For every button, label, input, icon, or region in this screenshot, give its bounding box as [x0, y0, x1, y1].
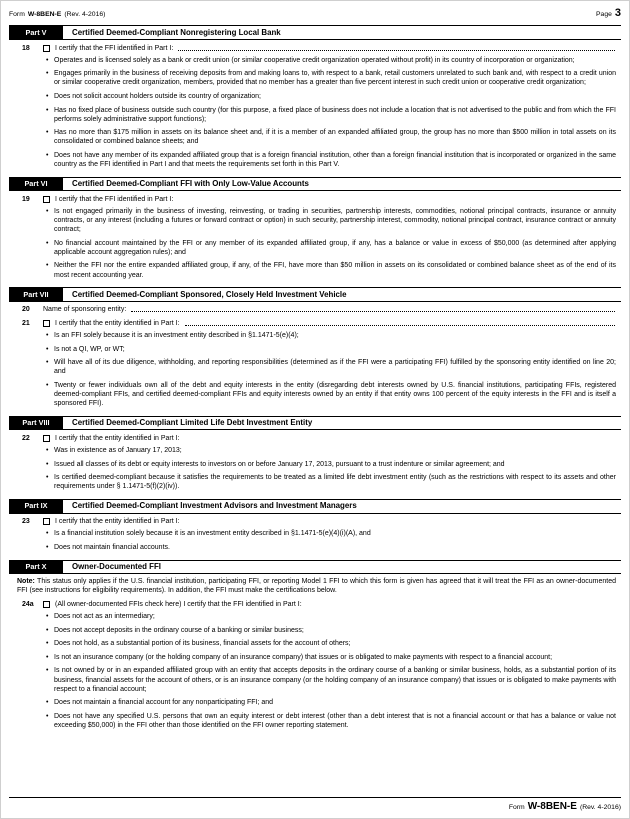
line-19-row — [9, 191, 621, 205]
part-ix-bullets — [9, 529, 621, 552]
line-24a-row — [9, 596, 621, 610]
bullet-item: • Is certified deemed-compliant because it satisfies the requirements to be treated as a limited life debt investment entity (such as the restrictions with respect to its assets and other requirements under § 1.1471-5(f)(2)(iv)). — [46, 473, 616, 491]
line-21-text: I certify that the entity identified in Part I: — [55, 319, 180, 327]
doc-footer — [9, 797, 621, 814]
bullet-item: • Is not owned by or in an expanded affiliated group with an entity that accepts deposits in the ordinary course of a banking or similar business, holds, as a substantial portion of its business, financial assets for the account of others, or is an insurance company (or the holding company of an insurance company) that issues or is obligated to make payments with respect to a financial account; — [46, 666, 616, 693]
line-24a-checkbox[interactable] — [43, 601, 50, 608]
line-18-row — [9, 40, 621, 54]
part-v-title: Certified Deemed-Compliant Nonregistering Local Bank — [72, 27, 281, 37]
line-22-checkbox[interactable] — [43, 435, 50, 442]
dotted-leader — [185, 324, 615, 326]
form-word: Form — [9, 11, 25, 19]
line-19-checkbox[interactable] — [43, 196, 50, 203]
bullet-item: • Is not engaged primarily in the business of investing, reinvesting, or trading in securities, partnership interests, commodities, notional principal contracts, insurance or annuity contracts, or any interest (including a futures or forward contract or option) in such security, partnership interest, commodity, notional principal contract, insurance contract or annuity contract; — [46, 207, 616, 234]
line-22-number: 22 — [22, 434, 30, 442]
part-viii-section — [9, 413, 621, 496]
part-x-section — [9, 557, 621, 735]
dotted-leader — [178, 49, 615, 51]
part-ix-title: Certified Deemed-Compliant Investment Advisors and Investment Managers — [72, 501, 357, 511]
part-x-bullets — [9, 612, 621, 730]
part-viii-bullets — [9, 446, 621, 491]
bullet-item: • Does not solicit account holders outside its country of organization; — [46, 92, 616, 101]
bullet-item: • Does not have any member of its expanded affiliated group that is a foreign financial institution, other than a foreign financial institution that is incorporated or organized in the same country as the FFI identified in Part I and that meets the requirements set forth in this Part V. — [46, 151, 616, 169]
bullet-item: • Is a financial institution solely because it is an investment entity described in §1.1471-5(e)(4)(i)(A), and — [46, 529, 616, 538]
bullet-item: • Is an FFI solely because it is an investment entity described in §1.1471-5(e)(4); — [46, 331, 616, 340]
part-x-header — [9, 560, 621, 575]
part-v-header — [9, 25, 621, 40]
bullet-item: • Twenty or fewer individuals own all of the debt and equity interests in the entity (disregarding debt interests owned by U.S. financial institutions, participating FFIs, registered deemed-compliant FFIs, and certified deemed-compliant FFIs and equity interests owned by an entity if that entity owns 100 percent of the equity interests in the FFI and is itself a sponsored FFI). — [46, 381, 616, 408]
sponsoring-entity-input[interactable] — [131, 310, 615, 312]
line-20-row — [9, 302, 621, 316]
footer-form-name: W-8BEN-E — [527, 801, 577, 812]
line-21-number: 21 — [22, 319, 30, 327]
bullet-item: • Issued all classes of its debt or equity interests to investors on or before January 17, 2013, pursuant to a trust indenture or similar agreement; and — [46, 460, 616, 469]
part-vii-label: Part VII — [9, 288, 63, 301]
line-18-text: I certify that the FFI identified in Part I: — [55, 44, 174, 52]
part-vii-bullets — [9, 331, 621, 408]
page-number: 3 — [614, 7, 621, 19]
line-21-checkbox[interactable] — [43, 320, 50, 327]
bullet-item: • Is not a QI, WP, or WT; — [46, 345, 616, 354]
part-ix-header — [9, 499, 621, 514]
part-viii-header — [9, 416, 621, 431]
doc-header — [9, 6, 621, 22]
line-23-checkbox[interactable] — [43, 518, 50, 525]
line-24a-text: (All owner-documented FFIs check here) I certify that the FFI identified in Part I: — [55, 600, 302, 608]
line-22-text: I certify that the entity identified in Part I: — [55, 434, 180, 442]
part-vi-label: Part VI — [9, 178, 63, 191]
footer-form-word: Form — [508, 804, 525, 811]
bullet-item: • Is not an insurance company (or the holding company of an insurance company) that issues or is obligated to make payments with respect to a financial account; — [46, 653, 616, 662]
line-20-number: 20 — [22, 306, 30, 314]
form-revision: (Rev. 4-2016) — [64, 11, 106, 19]
line-24a-number: 24a — [22, 600, 34, 608]
bullet-item: • Has no fixed place of business outside such country (for this purpose, a fixed place of business does not include a location that is not advertised to the public and from which the FFI performs solely administrative support functions); — [46, 106, 616, 124]
bullet-item: • Does not accept deposits in the ordinary course of a banking or similar business; — [46, 626, 616, 635]
part-vii-section — [9, 284, 621, 413]
bullet-item: • Was in existence as of January 17, 2013; — [46, 446, 616, 455]
line-21-row — [9, 315, 621, 329]
bullet-item: • Engages primarily in the business of receiving deposits from and making loans to, with respect to a bank, retail customers unrelated to such bank and, with respect to a credit union or similar cooperative credit organization, members, provided that no member has a greater than five percent interest in such credit union or cooperative credit organization; — [46, 69, 616, 87]
line-23-number: 23 — [22, 518, 30, 526]
line-18-checkbox[interactable] — [43, 45, 50, 52]
bullet-item: • Does not maintain financial accounts. — [46, 543, 616, 552]
bullet-item: • No financial account maintained by the FFI or any member of its expanded affiliated group, if any, has a balance or value in excess of $50,000 (as determined after applying applicable account aggregation rules); and — [46, 239, 616, 257]
part-ix-section — [9, 496, 621, 557]
bullet-item: • Does not have any specified U.S. persons that own an equity interest or debt interest (other than a debt interest that is not a financial account or that has a balance or value not exceeding $50,000) in the FFI other than those identified on the FFI owner reporting statement. — [46, 712, 616, 730]
part-v-label: Part V — [9, 26, 63, 39]
part-viii-label: Part VIII — [9, 417, 63, 430]
line-22-row — [9, 430, 621, 444]
form-name: W-8BEN-E — [27, 11, 62, 19]
note-text: This status only applies if the U.S. financial institution, participating FFI, or reporting Model 1 FFI to which this form is given has agreed that it will treat the FFI as an owner-documented FFI (see instructions for eligibility requirements). In addition, the FFI must make the certifications below. — [17, 578, 616, 595]
bullet-item: • Does not maintain a financial account for any nonparticipating FFI; and — [46, 698, 616, 707]
part-viii-title: Certified Deemed-Compliant Limited Life Debt Investment Entity — [72, 418, 313, 428]
line-18-number: 18 — [22, 44, 30, 52]
part-x-label: Part X — [9, 561, 63, 574]
bullet-item: • Does not act as an intermediary; — [46, 612, 616, 621]
line-23-text: I certify that the entity identified in Part I: — [55, 518, 180, 526]
bullet-item: • Operates and is licensed solely as a bank or credit union (or similar cooperative credit organization operated without profit) in its country of incorporation or organization; — [46, 56, 616, 65]
bullet-item: • Will have all of its due diligence, withholding, and reporting responsibilities (determined as if the FFI were a participating FFI) fulfilled by the sponsoring entity identified on line 20; and — [46, 358, 616, 376]
line-23-row — [9, 514, 621, 528]
bullet-item: • Has no more than $175 million in assets on its balance sheet and, if it is a member of an expanded affiliated group, the group has no more than $500 million in total assets on its consolidated or combined balance sheets; and — [46, 128, 616, 146]
footer-form-revision: (Rev. 4-2016) — [579, 804, 621, 811]
bullet-item: • Neither the FFI nor the entire expanded affiliated group, if any, of the FFI, have more than $50 million in assets on its consolidated or combined balance sheet as of the end of its most recent accounting year. — [46, 261, 616, 279]
line-19-text: I certify that the FFI identified in Part I: — [55, 195, 174, 203]
part-vii-title: Certified Deemed-Compliant Sponsored, Closely Held Investment Vehicle — [72, 289, 347, 299]
part-x-note — [9, 574, 621, 596]
page-word: Page — [596, 11, 612, 18]
part-ix-label: Part IX — [9, 500, 63, 513]
note-label: Note: — [17, 578, 35, 586]
part-vii-header — [9, 287, 621, 302]
line-19-number: 19 — [22, 195, 30, 203]
part-v-bullets — [9, 56, 621, 169]
part-vi-title: Certified Deemed-Compliant FFI with Only Low-Value Accounts — [72, 179, 309, 189]
part-vi-header — [9, 177, 621, 192]
part-v-section — [9, 22, 621, 173]
part-x-title: Owner-Documented FFI — [72, 562, 161, 571]
sponsoring-entity-label: Name of sponsoring entity: — [43, 306, 127, 314]
bullet-item: • Does not hold, as a substantial portion of its business, financial assets for the account of others; — [46, 639, 616, 648]
page-indicator — [596, 6, 621, 20]
part-vi-bullets — [9, 207, 621, 280]
part-vi-section — [9, 174, 621, 285]
form-id — [9, 11, 105, 20]
